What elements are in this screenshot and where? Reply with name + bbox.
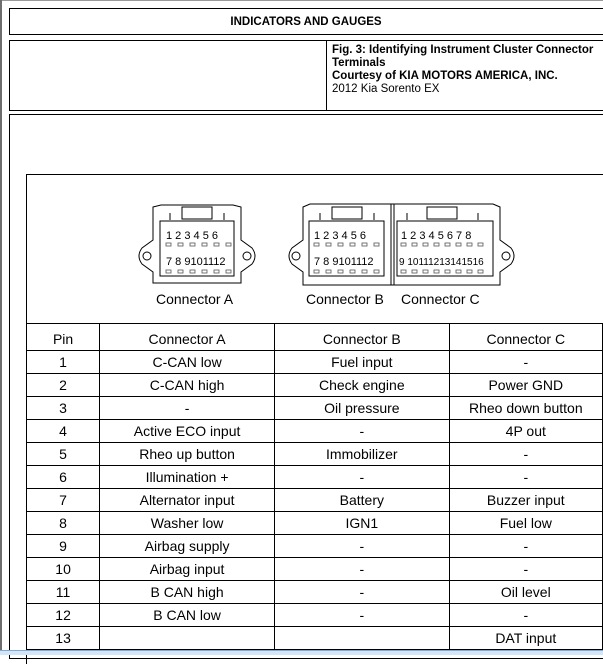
connector-c-cell: - xyxy=(449,535,602,558)
table-row xyxy=(27,581,603,604)
pin-cell: 8 xyxy=(27,512,100,535)
page-title: INDICATORS AND GAUGES xyxy=(230,16,382,28)
connector-b-pins-row1: 1 2 3 4 5 6 xyxy=(314,230,366,242)
connector-b-cell: Immobilizer xyxy=(275,443,450,466)
connector-c-cell: Fuel low xyxy=(449,512,602,535)
connector-a-cell: - xyxy=(100,397,275,420)
connector-c-cell: Oil level xyxy=(449,581,602,604)
connector-a-cell: B CAN high xyxy=(100,581,275,604)
connector-a-cell xyxy=(100,627,275,650)
col-header-connector-c: Connector C xyxy=(449,324,602,351)
pin-cell: 10 xyxy=(27,558,100,581)
col-header-pin: Pin xyxy=(27,324,100,351)
connector-c-pins-row1: 1 2 3 4 5 6 7 8 xyxy=(401,230,472,242)
pin-table xyxy=(26,323,603,650)
connector-a-cell: Illumination + xyxy=(100,466,275,489)
connector-a-cell: C-CAN high xyxy=(100,374,275,397)
col-header-connector-b: Connector B xyxy=(275,324,450,351)
pin-table-body xyxy=(27,351,603,650)
col-header-connector-a: Connector A xyxy=(100,324,275,351)
table-row xyxy=(27,604,603,627)
pin-cell: 6 xyxy=(27,466,100,489)
connector-c-cell: 4P out xyxy=(449,420,602,443)
pin-cell: 13 xyxy=(27,627,100,650)
pin-cell: 3 xyxy=(27,397,100,420)
connector-b-cell: Battery xyxy=(275,489,450,512)
connector-a-cell: Active ECO input xyxy=(100,420,275,443)
table-row xyxy=(27,420,603,443)
connector-b-cell: Check engine xyxy=(275,374,450,397)
connector-c-cell: Rheo down button xyxy=(449,397,602,420)
pin-cell: 5 xyxy=(27,443,100,466)
table-row xyxy=(27,489,603,512)
connector-c-label: Connector C xyxy=(401,291,480,307)
connector-a-pins-row2: 7 8 9101112 xyxy=(166,256,226,268)
table-row xyxy=(27,397,603,420)
pin-cell: 9 xyxy=(27,535,100,558)
connector-b-cell: - xyxy=(275,558,450,581)
taskbar-strip xyxy=(0,650,603,655)
connector-c-cell: - xyxy=(449,351,602,374)
pin-cell: 4 xyxy=(27,420,100,443)
connector-b-pins-row2: 7 8 9101112 xyxy=(314,256,374,268)
connector-a-cell: B CAN low xyxy=(100,604,275,627)
pin-cell: 12 xyxy=(27,604,100,627)
connector-b-cell: Oil pressure xyxy=(275,397,450,420)
connector-b-cell: - xyxy=(275,535,450,558)
connector-c-pins-row2: 9 10111213141516 xyxy=(399,257,484,268)
pin-table-header xyxy=(27,324,603,351)
table-row xyxy=(27,443,603,466)
connector-b-cell xyxy=(275,627,450,650)
table-row xyxy=(27,351,603,374)
connector-c-cell: - xyxy=(449,604,602,627)
connector-c-cell: Buzzer input xyxy=(449,489,602,512)
table-row xyxy=(27,374,603,397)
figure-vehicle: 2012 Kia Sorento EX xyxy=(332,83,440,95)
pin-cell: 11 xyxy=(27,581,100,604)
connector-c-cell: DAT input xyxy=(449,627,602,650)
connector-c-cell: - xyxy=(449,558,602,581)
connector-b-cell: - xyxy=(275,581,450,604)
connector-a-cell: C-CAN low xyxy=(100,351,275,374)
connector-a-cell: Alternator input xyxy=(100,489,275,512)
table-row xyxy=(27,558,603,581)
connector-a-cell: Rheo up button xyxy=(100,443,275,466)
connector-a-cell: Airbag input xyxy=(100,558,275,581)
connector-a-pins-row1: 1 2 3 4 5 6 xyxy=(166,230,218,242)
connector-b-cell: - xyxy=(275,466,450,489)
connector-b-cell: Fuel input xyxy=(275,351,450,374)
connector-a-cell: Airbag supply xyxy=(100,535,275,558)
pin-cell: 2 xyxy=(27,374,100,397)
connector-c-cell: - xyxy=(449,443,602,466)
connector-c-cell: - xyxy=(449,466,602,489)
connector-b-label: Connector B xyxy=(306,291,384,307)
table-row xyxy=(27,512,603,535)
connector-b-cell: - xyxy=(275,604,450,627)
table-row xyxy=(27,466,603,489)
connector-a-drawing xyxy=(139,205,255,283)
table-row xyxy=(27,627,603,650)
connector-b-cell: IGN1 xyxy=(275,512,450,535)
pin-cell: 1 xyxy=(27,351,100,374)
figure-title: Fig. 3: Identifying Instrument Cluster Connector Terminals xyxy=(332,44,594,69)
table-row xyxy=(27,535,603,558)
figure-courtesy: Courtesy of KIA MOTORS AMERICA, INC. xyxy=(332,70,558,82)
pin-cell: 7 xyxy=(27,489,100,512)
connector-b-cell: - xyxy=(275,420,450,443)
connector-a-cell: Washer low xyxy=(100,512,275,535)
connector-a-label: Connector A xyxy=(156,291,234,307)
connector-c-cell: Power GND xyxy=(449,374,602,397)
